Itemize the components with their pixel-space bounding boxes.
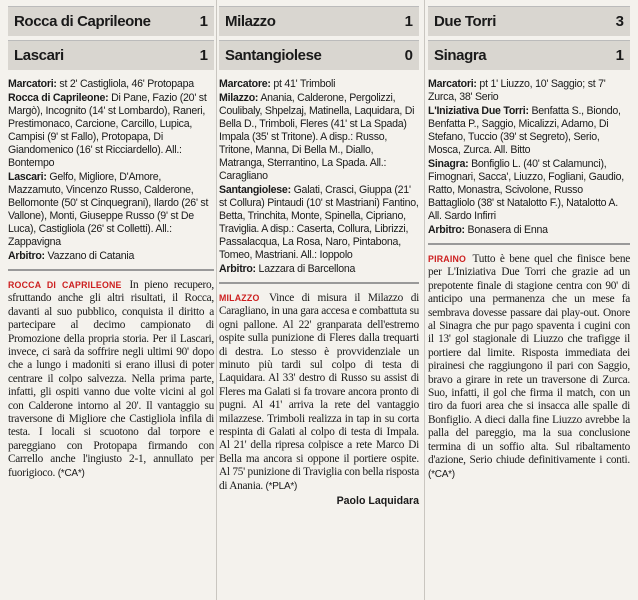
- article-body: In pieno recupero, sfruttando anche gli altri risultati, il Rocca, davanti al suo pubblico, conquista il diritto a partecipare al decimo campionato di Promozione della propria storia. Per il Lascari, invece, ci sarà da soffrire negli ultimi 90' dopo che a lungo i madoniti si erano illusi di poter centrare il colpo salvezza. Nella prima parte, infatti, gli ospiti vanno due volte vicini al gol con Calderone intorno al 20'. Il vantaggio su traversone di Migliore che Castigliola infila di testa. I locali si scuotono dal torpore e pareggiano con Protopapa firmando con Carrello anche l'ingiusto 2-1, annullato per fuorigioco.: [8, 279, 214, 479]
- home-team-score: 1: [199, 13, 208, 30]
- home-team-name: Due Torri: [434, 13, 496, 30]
- section-divider: [8, 269, 214, 271]
- away-team-name: Sinagra: [434, 47, 487, 64]
- home-lineup: Milazzo: Anania, Calderone, Pergolizzi, Coulibaly, Shpelzaj, Matinella, Laquidara, Di Bella D., Trimboli, Fleres (41' st La Spada) Impala (35' st Tritone). A disp.: Russo, Tritone, Manna, Di Bella M., Diallo, Matranga, Sterrantino, La Spada. All.: Caragliano: [219, 92, 415, 182]
- home-team-name: Rocca di Caprileone: [14, 13, 151, 30]
- scoreline-home: [219, 6, 419, 36]
- away-lineup: Sinagra: Bonfiglio L. (40' st Calamunci), Fimognari, Sacca', Liuzzo, Fogliani, Gaudio, Ratto, Monastra, Scivolone, Russo Battagliolo (38' st Natalotto F.), Natalotto A. All. Sardo Infirri: [428, 158, 624, 222]
- home-lineup: L'Iniziativa Due Torri: Benfatta S., Biondo, Benfatta P., Saggio, Micalizzi, Adamo, Di Stefano, Tuccio (39' st Segreto), Serio, Mosca, Zurca. All. Bitto: [428, 105, 621, 156]
- article-kicker: ROCCA DI CAPRILEONE: [8, 280, 122, 290]
- arbitro-line: Arbitro: Bonasera di Enna: [428, 224, 548, 236]
- match-report: [219, 292, 419, 493]
- match-column-1: [8, 0, 214, 600]
- scoreline-away: [8, 40, 214, 70]
- match-report: [428, 253, 630, 481]
- match-report: [8, 279, 214, 480]
- scoreline-home: [8, 6, 214, 36]
- away-lineup: Santangiolese: Galati, Crasci, Giuppa (21' st Collura) Pintaudi (10' st Mastriani) Fantino, Betta, Trinchita, Monte, Spinella, Cipriano, Traviglia. A disp.: Caserta, Collura, Librizzi, Passalacqua, La Rosa, Naro, Pintabona, Tomeo, Mastriani. All.: Ioppolo: [219, 184, 419, 261]
- away-team-score: 1: [199, 47, 208, 64]
- away-team-score: 0: [404, 47, 413, 64]
- home-team-score: 3: [615, 13, 624, 30]
- article-signature: (*PLA*): [265, 480, 298, 492]
- scoreline-home: [428, 6, 630, 36]
- home-team-name: Milazzo: [225, 13, 276, 30]
- match-column-3: [428, 0, 630, 600]
- scoreline-away: [219, 40, 419, 70]
- match-tabellino: [219, 78, 419, 276]
- arbitro-line: Arbitro: Vazzano di Catania: [8, 250, 135, 262]
- home-lineup: Rocca di Caprileone: Di Pane, Fazio (20' st Margò), Incognito (14' st Lombardo), Raneri, Prestimonaco, Carcione, Carcillo, Lupica, Campisi (9' st Fallo), Protopapa, Di Giandomenico (16' st Ricciardello). All.: Bontempo: [8, 92, 207, 169]
- match-column-2: [219, 0, 419, 600]
- article-kicker: PIRAINO: [428, 254, 467, 264]
- article-signature: (*CA*): [57, 467, 85, 479]
- article-signature: (*CA*): [428, 468, 455, 480]
- article-author: Paolo Laquidara: [336, 495, 419, 508]
- match-tabellino: [8, 78, 214, 263]
- home-team-score: 1: [404, 13, 413, 30]
- away-team-name: Lascari: [14, 47, 64, 64]
- marcatori-line: Marcatore: pt 41' Trimboli: [219, 78, 336, 90]
- marcatori-line: Marcatori: st 2' Castigliola, 46' Protopapa: [8, 78, 194, 90]
- away-lineup: Lascari: Gelfo, Migliore, D'Amore, Mazzamuto, Vincenzo Russo, Calderone, Bellomonte (50' st Cinquegrani), Ilardo (26' st Vallone), Monti, Giuseppe Russo (9' st De Luca), Castigliola (26' st Colletti). All.: Zappavigna: [8, 171, 209, 248]
- scoreline-away: [428, 40, 630, 70]
- section-divider: [219, 282, 419, 284]
- section-divider: [428, 243, 630, 245]
- article-kicker: MILAZZO: [219, 293, 260, 303]
- match-tabellino: [428, 78, 630, 237]
- article-body: Tutto è bene quel che finisce bene per L'Iniziativa Due Torri che grazie ad un prepotente finale di stagione centra con 90' di anticipo una permanenza che un mese fa sembrava dovesse passare dai play-out. Onore al Sinagra che pur pago spaventa i cugini con il 13' gol stagionale di Liuzzo che trafigge il portiere dal limite. Risposta immediata dei pirainesi che raggiungono il pari con Saggio, bravo a girare in rete un traversone di Zurca. Suo, infatti, il gol che firma il match, con un tiro da fuori area che si insacca alle spalle di Bonfiglio. A dieci dalla fine Liuzzo avrebbe la palla del pareggio, ma la sua conclusione termina di un soffio alta. Sul ribaltamento d'azione, Serio chiude definitivamente i conti.: [428, 253, 630, 467]
- article-body: Vince di misura il Milazzo di Caragliano, in una gara accesa e combattuta su ogni pallone. Al 22' granparata dell'estremo ospite sulla punizione di Fleres dalla trequarti di destra. Lo stesso è provvidenziale un minuto più tardi sul colpo di testa di Laquidara. Al 33' destro di Russo su assist di Fleres ma Galati si fa trovare ancora pronto di pugni. Al 41' arriva la rete del vantaggio milazzese. Trimboli realizza in tap in su corta respinta di Galati al colpo di testa di Impala. Al 21' della ripresa colpisce a rete Marco Di Bella ma ancora si oppone il portiere ospite. Al 75' punizione di Traviglia con bella risposta di Anania.: [219, 292, 420, 492]
- marcatori-line: Marcatori: pt 1' Liuzzo, 10' Saggio; st 7' Zurca, 38' Serio: [428, 78, 606, 103]
- away-team-name: Santangiolese: [225, 47, 322, 64]
- arbitro-line: Arbitro: Lazzara di Barcellona: [219, 263, 356, 275]
- away-team-score: 1: [615, 47, 624, 64]
